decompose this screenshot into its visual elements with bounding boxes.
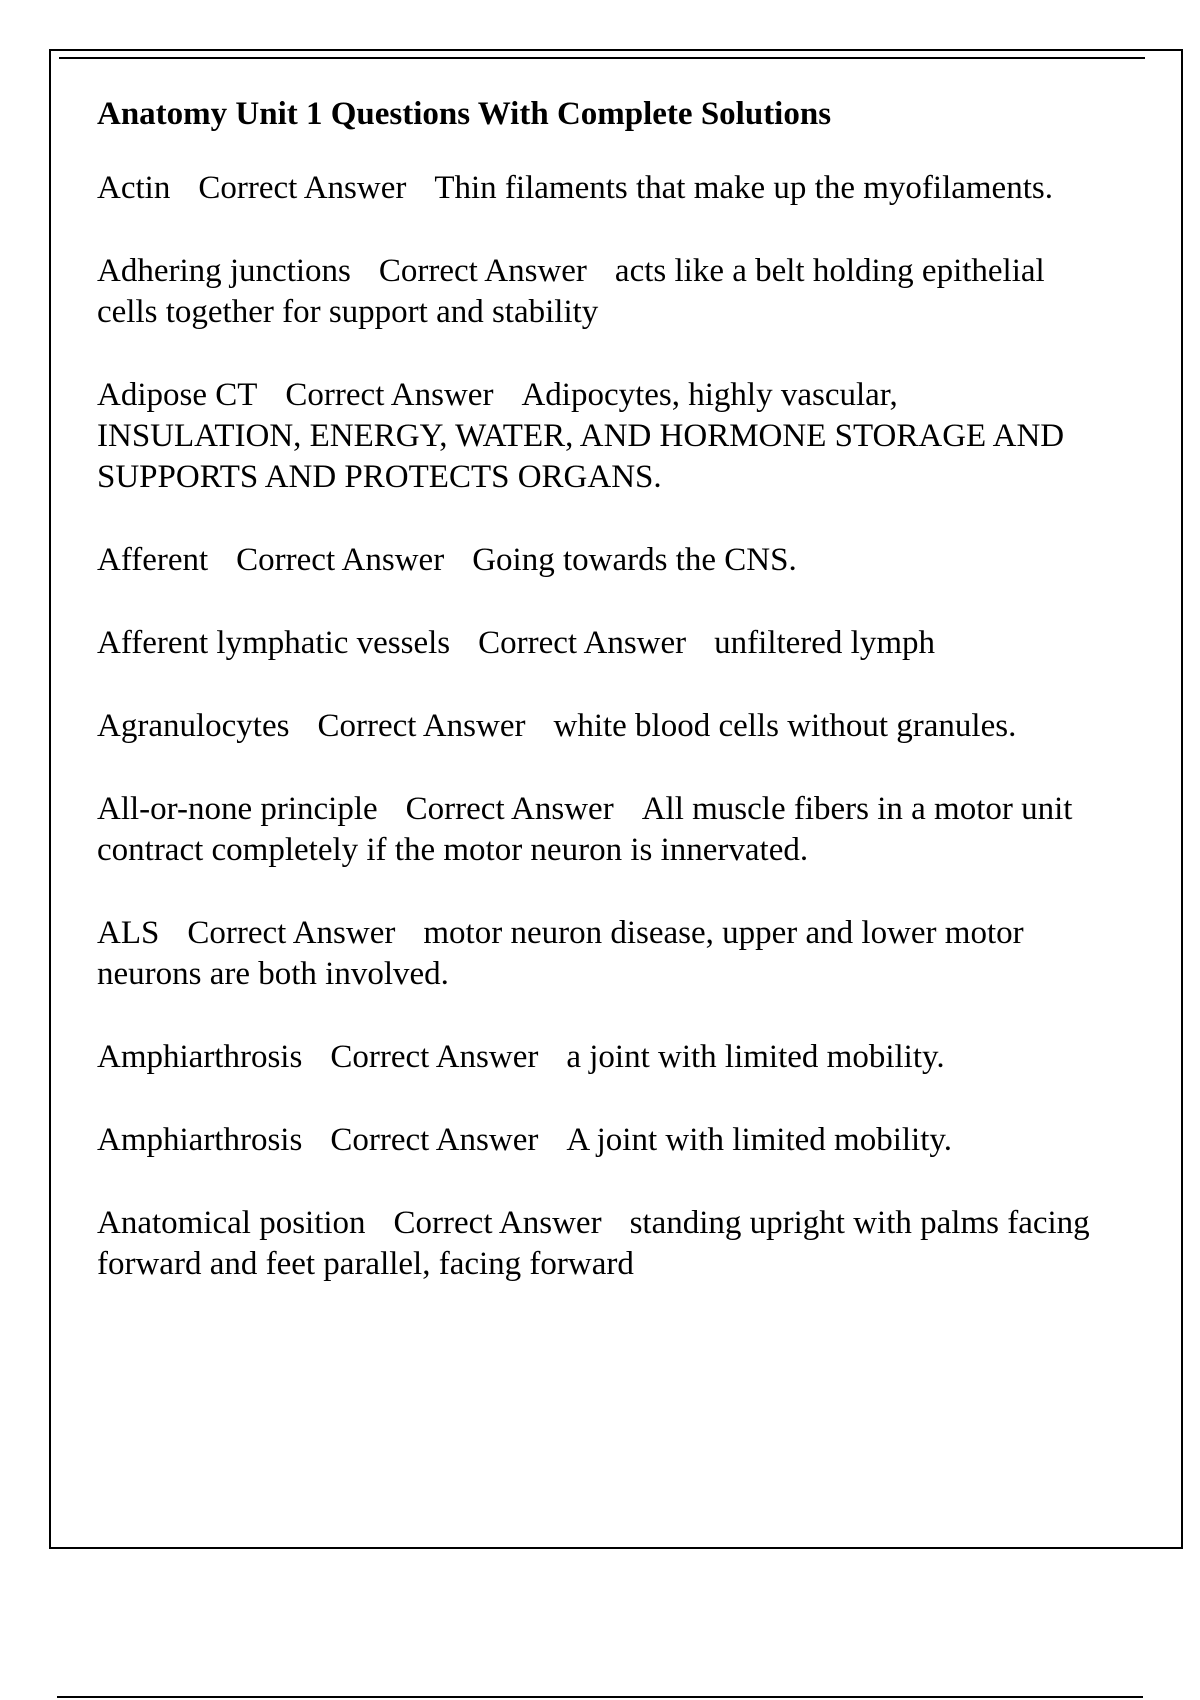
qa-item (97, 706, 1097, 747)
qa-answer: Adipocytes, highly vascular, INSULATION, ENERGY, WATER, AND HORMONE STORAGE AND SUPPORTS AND PROTECTS ORGANS. (97, 377, 1065, 495)
qa-item (97, 1037, 1097, 1078)
qa-item (97, 789, 1097, 871)
qa-label: Correct Answer (236, 542, 445, 578)
top-rule (59, 57, 1145, 59)
qa-answer: unfiltered lymph (714, 625, 936, 661)
qa-term: Adipose CT (97, 377, 258, 413)
qa-term: Anatomical position (97, 1205, 366, 1241)
document-title: Anatomy Unit 1 Questions With Complete Solutions (97, 96, 832, 132)
qa-answer: All muscle fibers in a motor unit contract completely if the motor neuron is innervated. (97, 791, 1073, 868)
qa-answer: motor neuron disease, upper and lower motor neurons are both involved. (97, 915, 1024, 992)
qa-label: Correct Answer (285, 377, 494, 413)
qa-label: Correct Answer (187, 915, 396, 951)
qa-term: All-or-none principle (97, 791, 378, 827)
document-content (97, 94, 1097, 1327)
qa-term: Adhering junctions (97, 253, 351, 289)
qa-item (97, 623, 1097, 664)
qa-item (97, 913, 1097, 995)
qa-answer: Thin filaments that make up the myofilaments. (434, 170, 1053, 206)
qa-item (97, 375, 1097, 498)
qa-answer: standing upright with palms facing forward and feet parallel, facing forward (97, 1205, 1090, 1282)
qa-term: ALS (97, 915, 160, 951)
qa-term: Agranulocytes (97, 708, 290, 744)
qa-label: Correct Answer (478, 625, 687, 661)
qa-term: Amphiarthrosis (97, 1039, 303, 1075)
qa-term: Amphiarthrosis (97, 1122, 303, 1158)
qa-item (97, 251, 1097, 333)
qa-label: Correct Answer (393, 1205, 602, 1241)
qa-list (97, 168, 1097, 1285)
qa-term: Afferent lymphatic vessels (97, 625, 451, 661)
qa-label: Correct Answer (317, 708, 526, 744)
qa-answer: white blood cells without granules. (553, 708, 1017, 744)
qa-item (97, 540, 1097, 581)
qa-item (97, 1120, 1097, 1161)
qa-label: Correct Answer (378, 253, 587, 289)
qa-term: Actin (97, 170, 171, 206)
qa-answer: a joint with limited mobility. (566, 1039, 945, 1075)
qa-item (97, 168, 1097, 209)
qa-term: Afferent (97, 542, 209, 578)
qa-answer: acts like a belt holding epithelial cells together for support and stability (97, 253, 1045, 330)
qa-label: Correct Answer (330, 1039, 539, 1075)
qa-item (97, 1203, 1097, 1285)
bottom-rule (57, 1696, 1143, 1698)
qa-answer: A joint with limited mobility. (566, 1122, 952, 1158)
qa-label: Correct Answer (405, 791, 614, 827)
qa-answer: Going towards the CNS. (472, 542, 797, 578)
qa-label: Correct Answer (198, 170, 407, 206)
qa-label: Correct Answer (330, 1122, 539, 1158)
